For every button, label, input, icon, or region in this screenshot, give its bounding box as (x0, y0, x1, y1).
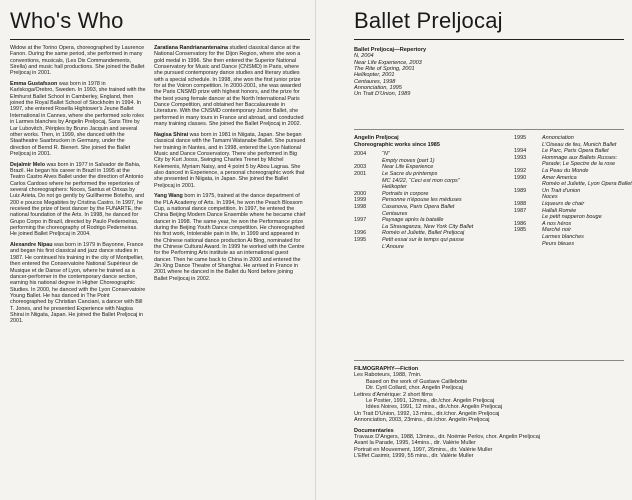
work-year: 2000 (354, 190, 367, 197)
work-row (354, 197, 504, 204)
bio-name: Zaratiana Randrianantenaina (154, 45, 228, 51)
work-row (514, 135, 626, 142)
work-row (354, 244, 504, 251)
work-row (354, 164, 504, 171)
work-row (354, 230, 504, 237)
film-line: Based on the work of Gustave Caillebotte (366, 378, 468, 385)
work-title: Liqueurs de chair (542, 200, 585, 207)
work-title: Peurs bleues (542, 240, 575, 247)
title-rule (354, 39, 624, 40)
choreography-left-column (354, 135, 504, 250)
work-row (514, 188, 626, 195)
filmography-section (354, 366, 624, 460)
film-line: Le Postier, 1991, 12mins., dir./chor. Angelin Preljocaj (366, 398, 495, 405)
bio-text: was born in 1981 in Niigata, Japan. She began classical dance with the Tamami Watanabe Ballet. She pursued her training in Nantes, and in 1998, entered the Lyon National Music and Dance Conservatory. There she performed in Big City by Kurt Jooss, Swinging Charles Trenet by Michel Kelemenis, Myriam Naisy, and 4 point 5 by Abou Lagraa. She also danced in Experience, a personal choreographic work that she presented in Niigata, in Japan. She joined the Ballet Preljocaj in 2001. (154, 131, 306, 189)
work-title: Hommage aux Ballets Russes: (542, 154, 618, 161)
work-title: Roméo et Juliette, Ballet Preljocaj (382, 230, 465, 237)
work-year: 1989 (514, 187, 527, 194)
bio-paragraph (10, 242, 146, 324)
work-row (514, 181, 632, 188)
film-line: Idées Noires, 1991, 12 mins., dir./chor. Angelin Preljocaj (366, 404, 503, 411)
work-title: La Stravaganza, New York City Ballet (382, 223, 474, 230)
work-row (354, 191, 504, 198)
work-year (354, 224, 382, 231)
work-year: 2004 (354, 151, 367, 158)
bio-paragraph (10, 81, 146, 157)
section-rule (354, 360, 624, 361)
work-title: Centaures (382, 210, 408, 217)
work-title: Le petit napperon bouge (542, 214, 602, 221)
work-row (514, 155, 626, 162)
bio-name: Alexandre Nipau (10, 242, 53, 249)
work-title: Helikopter (382, 184, 407, 191)
work-year: 1987 (514, 207, 527, 214)
repertory-item: Centaures, 1998 (354, 78, 396, 85)
work-title: Empty moves (part 1) (382, 157, 435, 164)
work-year (514, 234, 542, 241)
work-row (354, 224, 504, 231)
work-year: 1999 (354, 197, 367, 204)
work-title: Le Parc, Paris Opera Ballet (542, 148, 609, 155)
repertory-item: N, 2004 (354, 53, 374, 60)
work-year (514, 181, 542, 188)
bio-text: was born in 1978 in Karlskoga/Orebro, Sweden. In 1993, she trained with the Elmhurst Ballet School in Camberley, England, then joined the Royal Ballet School of Stockholm in 1994. In 1997, she entered Rosella Hightower's Jeune Ballet International in Cannes, where she performed solo roles in Larmes blanches by Angelin Preljocaj, Sans Titre by Lar Lubovitch, Périples by Bruno Jacquin and several other works. Then, in 1999, she danced with the Staatheatre Saarbrucken in Germany, under the direction of Bernd R. Bienert. She joined the Ballet Preljocaj in 2001. (10, 81, 146, 157)
work-row (514, 175, 626, 182)
work-title: Petit essai sur le temps qui passe (382, 236, 464, 243)
repertory-item: Annonciation, 1995 (354, 85, 402, 92)
bio-name: Dejalmir Melo (10, 161, 46, 168)
choreography-heading: Choreographic works since 1985 (354, 141, 440, 148)
work-title: Parade; Le Spectre de la rose (542, 161, 616, 168)
film-line: Dir. Cyril Collard, chor. Angelin Preljocaj (366, 385, 463, 392)
choreographer-name: Angelin Preljocaj (354, 135, 399, 141)
work-year (354, 158, 382, 165)
work-row (514, 208, 626, 215)
work-title: Marché noir (542, 227, 572, 234)
work-row (514, 227, 626, 234)
work-title: La Peau du Monde (542, 167, 589, 174)
work-year: 1995 (514, 135, 527, 141)
work-row (354, 151, 504, 158)
work-row (354, 211, 504, 218)
bio-paragraph (10, 45, 146, 77)
work-year (514, 194, 542, 201)
work-title: Portraits in corpore (382, 190, 429, 197)
work-row (514, 161, 626, 168)
film-line: Les Raboteurs, 1988, 7min. (354, 372, 422, 379)
bio-paragraph (10, 162, 146, 238)
work-title: Noces (542, 194, 558, 201)
work-title: Casanova, Paris Opera Ballet (382, 203, 455, 210)
work-row (354, 204, 504, 211)
work-year: 2001 (354, 170, 367, 177)
bio-paragraph (154, 45, 306, 127)
repertory-section (354, 47, 426, 98)
documentaries-heading: Documentaries (354, 427, 394, 434)
work-row (354, 178, 504, 185)
repertory-item: Helikopter, 2001 (354, 72, 395, 79)
work-row (354, 158, 504, 165)
work-row (514, 201, 626, 208)
film-line: Lettres d'Amérique: 2 short films (354, 391, 433, 398)
bio-column-1 (10, 45, 146, 329)
section-rule (354, 129, 624, 130)
work-year (514, 142, 542, 149)
work-row (354, 171, 504, 178)
work-year: 2003 (354, 164, 367, 171)
bio-text: was born in 1979 in Bayonne, France and began his first classical and jazz dance studies in 1987. He continued his training in the city of Montpellier, then entered the Conservatoire National Supérieur de Musique et de Danse of Lyon, where he trained as a dancer-performer in the contemporary dance section, earning his national degree in Higher Choreographic Studies. In 2000, he danced with the Lyon Conservatoire Young Ballet. He has danced in The Point choreographed by Christian Canciani, a dancer with Bill T. Jones, and he presented Experience with Nagisa Shirai in Niigata, Japan. He joined the Ballet Preljocaj in 2001. (10, 242, 146, 325)
work-year: 1993 (514, 154, 527, 161)
bio-text: born in 1975, trained at the dance department of the PLA Academy of Arts. In 1994, he won the Peach Blossom Cup, a national dance competition. In 1997, he entered the China Beijing Modern Dance Ensemble where he became chief dancer in 1998. The same year, he won the Performance prize during the Beijing Youth Dance competition. He choreographed his first work, Intolerable pain in life, in 1999 and appeared in the Chinese national dance production Ai Bing, nominated for the Chinese Cultural Award. In 1999 he worked with the Centre for the Performing Arts institute as an international guest dancer. Then he came back to China in 2000 and entered the Jin Xing Dance Theatre of Shanghai. He arrived in France in 2001 where he danced in the Ballet du Nord before joining Ballet Preljocaj in 2002. (154, 193, 306, 282)
work-row (514, 148, 626, 155)
work-title: Roméo et Juliette, Lyon Opera Ballet (542, 181, 632, 188)
work-year: 1998 (354, 203, 367, 210)
work-year (514, 161, 542, 168)
film-line: Annonciation, 2003, 23mins., dir./chor. Angelin Preljocaj (354, 417, 490, 424)
repertory-heading: Ballet Preljocaj—Repertory (354, 47, 427, 53)
work-row (354, 184, 504, 191)
work-row (514, 221, 626, 228)
work-year: 1992 (514, 167, 527, 174)
work-row (354, 217, 504, 224)
bio-paragraph (154, 132, 306, 189)
work-row (354, 237, 504, 244)
work-year: 1997 (354, 217, 367, 224)
bio-text: Widow at the Torino Opera, choreographed by Laurence Fanon. During the same period, she performed in many conventions, musicals, (Les Dix Commandements, Sirella) and music hall productions. She joined the Ballet Preljocaj in 2001. (10, 45, 145, 77)
work-row (514, 214, 626, 221)
work-title: Paysage après la bataille (382, 217, 444, 224)
work-year: 1988 (514, 200, 527, 207)
documentary-line: Avant la Parade, 1995, 14mins., dir. Valérie Muller (354, 440, 476, 447)
work-year (354, 244, 382, 251)
work-title: Amer America (542, 174, 577, 181)
work-title: Le Sacre du printemps (382, 170, 438, 177)
repertory-item: Near Life Experience, 2003 (354, 59, 422, 66)
work-title: Larmes blanches (542, 233, 584, 240)
work-year: 1990 (514, 174, 527, 181)
documentary-line: Portrait en Mouvement, 1997, 26mins., dir. Valérie Muller (354, 446, 493, 453)
work-year (514, 214, 542, 221)
work-title: L'Oiseau de feu, Munich Ballet (542, 141, 617, 148)
work-row (514, 194, 626, 201)
work-row (514, 168, 626, 175)
right-page (316, 0, 632, 500)
bio-text: was born in 1977 in Salvador de Bahia, Brazil. He began his career in Brazil in 1995 at the Teatro Castro Alves Ballet under the direction of Antonio Carlos Cardoso where he performed the repertories of several choreographers: Noces, Santus et Orixas by Luiz Arieta, Do not go gently by Guillherme Botelho, and 200 e poucos Megabites by Cristina Castro. In 1997, he received the prize of best dancer by the FUNARTE, the national foundation of the Arts. In 1998, he danced for Grupo Corpo in Brazil, directed by Paulo Pederneiras, performing the choreography of Rodrigo Pederneiras. He joined Ballet Preljocaj in 2004. (10, 161, 144, 238)
bio-text: studied classical dance at the National Conservatory for the Dijon Region, where she won a gold medal in 1996. She then entered the Superior National Conservatory for Music and Dance (CNSMD) in Paris, where she pursued contemporary dance studies and literary studies with a special schedule. In 1998, she won the first junior prize for at the Voiron competition. In 2000-2001, she was awarded the Paris CNSMD prize with highest honors, and the prize for the best young female dancer at the North International Paris Dance Competition, and obtained her Baccalaureate in Literature. With the CNSMD contemporary Junior Ballet, she performed in many tours in France and abroad, and conducted many training classes. She joined the Ballet Preljocaj in 2002. (154, 45, 304, 128)
title-rule (10, 39, 310, 40)
filmography-heading: FILMOGRAPHY—Fiction (354, 366, 419, 372)
work-row (514, 142, 626, 149)
work-year: 1985 (514, 227, 527, 234)
documentary-line: Travaux D'Angers, 1988, 13mins., dir. Noémie Perlov, chor. Angelin Preljocaj (354, 434, 541, 441)
work-year (354, 178, 382, 185)
work-title: L'Anoure (382, 243, 404, 250)
work-year (514, 241, 542, 248)
work-year (354, 184, 382, 191)
bio-name: Nagisa Shirai (154, 131, 189, 138)
work-title: “N” (382, 151, 390, 158)
page-title-whos-who: Who's Who (10, 8, 124, 33)
work-title: Hallali Romée (542, 207, 577, 214)
film-line: Un Trait D'Union, 1992, 13 mins., dir./chor. Angelin Preljocaj (354, 410, 500, 417)
work-title: Near Life Experience (382, 164, 434, 171)
bio-paragraph (154, 193, 306, 282)
work-year: 1986 (514, 220, 527, 227)
bio-name: Emma Gustafsson (10, 81, 58, 88)
work-year: 1995 (354, 236, 367, 243)
work-title: Personne n'épouse les méduses (382, 197, 462, 204)
bio-column-2 (154, 45, 306, 287)
repertory-item: Un Trait D'Union, 1989 (354, 91, 411, 98)
work-title: Annonciation (542, 135, 574, 141)
choreography-right-column (514, 135, 632, 247)
work-year: 1996 (354, 230, 367, 237)
work-year: 1994 (514, 148, 527, 155)
work-title: A nos héros (542, 220, 572, 227)
work-row (514, 241, 626, 248)
bio-name: Yang Wang (154, 193, 183, 200)
work-row (514, 234, 626, 241)
work-title: Un Trait d'union (542, 187, 581, 194)
documentary-line: L'Effet Casimir, 1999, 55 mins., dir. Valérie Muller (354, 453, 474, 460)
page-title-ballet-preljocaj: Ballet Preljocaj (354, 8, 503, 33)
work-title: MC 14/22, “Ceci est mon corps” (382, 177, 460, 184)
work-year (354, 211, 382, 218)
repertory-item: The Rite of Spring, 2001 (354, 66, 415, 73)
